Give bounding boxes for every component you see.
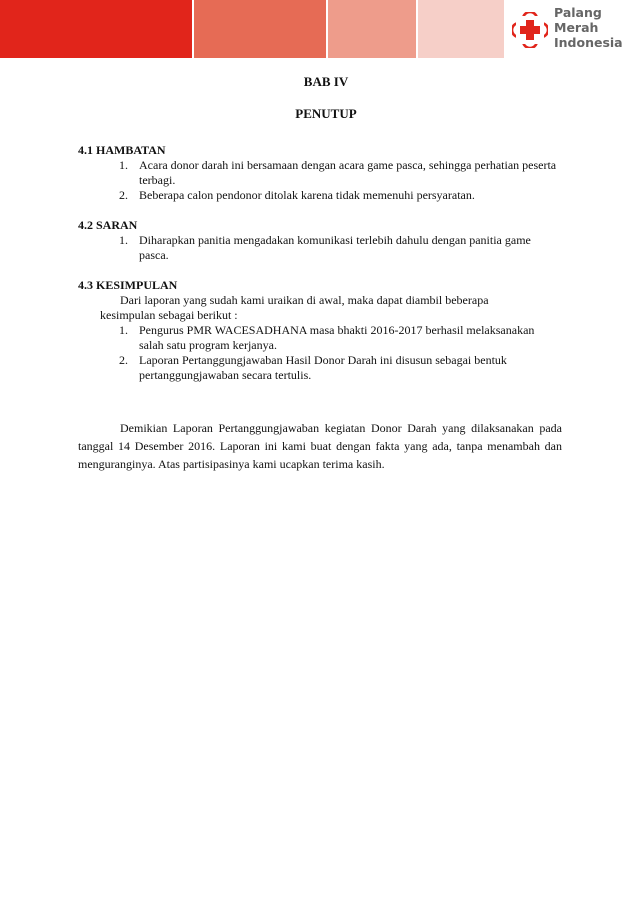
intro-line-1: Dari laporan yang sudah kami uraikan di awal, maka dapat diambil beberapa — [120, 293, 489, 307]
list-item — [78, 158, 562, 188]
chapter-title: PENUTUP — [295, 106, 357, 121]
chapter-number: BAB IV — [303, 74, 349, 89]
list-item — [78, 188, 562, 203]
list-number: 2. — [119, 188, 128, 202]
list-item — [78, 323, 562, 353]
logo-line-3: Indonesia — [554, 35, 623, 50]
kesimpulan-list — [78, 323, 562, 383]
logo-text — [554, 5, 623, 50]
page-header — [0, 0, 638, 58]
logo-line-1: Palang — [554, 5, 602, 20]
section-heading-hambatan: 4.1 HAMBATAN — [78, 143, 166, 157]
red-cross-icon — [512, 12, 548, 48]
closing-paragraph: Demikian Laporan Pertanggungjawaban kegiatan Donor Darah yang dilaksanakan pada tanggal 14 Desember 2016. Laporan ini kami buat dengan fakta yang ada, tanpa menambah dan menguranginya. Atas partisipasinya kami ucapkan terima kasih. — [78, 421, 562, 471]
palang-merah-logo — [512, 4, 638, 56]
list-item — [78, 233, 562, 263]
list-number: 1. — [119, 323, 128, 337]
hambatan-list — [78, 158, 562, 203]
list-text: Diharapkan panitia mengadakan komunikasi terlebih dahulu dengan panitia game pasca. — [139, 233, 531, 262]
saran-list — [78, 233, 562, 263]
list-number: 1. — [119, 233, 128, 247]
list-number: 1. — [119, 158, 128, 172]
kesimpulan-intro — [78, 293, 562, 323]
list-number: 2. — [119, 353, 128, 367]
header-band-salmon — [328, 0, 416, 58]
section-heading-saran: 4.2 SARAN — [78, 218, 138, 232]
logo-line-2: Merah — [554, 20, 599, 35]
header-band-pink — [418, 0, 504, 58]
header-band-coral — [194, 0, 326, 58]
list-text: Acara donor darah ini bersamaan dengan acara game pasca, sehingga perhatian peserta terbagi. — [139, 158, 557, 187]
list-text: Pengurus PMR WACESADHANA masa bhakti 2016-2017 berhasil melaksanakan salah satu program kerjanya. — [139, 323, 535, 352]
list-text: Beberapa calon pendonor ditolak karena tidak memenuhi persyaratan. — [139, 188, 475, 202]
header-band-red — [0, 0, 192, 58]
list-text: Laporan Pertanggungjawaban Hasil Donor Darah ini disusun sebagai bentuk pertanggungjawaban secara tertulis. — [139, 353, 507, 382]
document-body — [78, 74, 562, 473]
intro-line-2: kesimpulan sebagai berikut : — [100, 308, 238, 322]
list-item — [78, 353, 562, 383]
section-heading-kesimpulan: 4.3 KESIMPULAN — [78, 278, 178, 292]
